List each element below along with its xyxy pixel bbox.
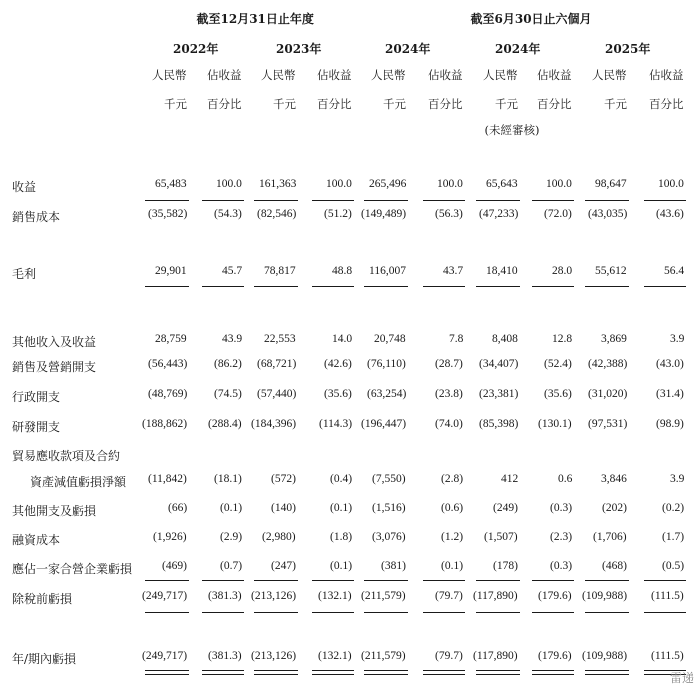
table-cell: (0.1): [330, 502, 353, 514]
table-cell: (179.6): [538, 650, 572, 662]
total-rule: [532, 580, 574, 581]
period-header: 截至12月31日止年度: [196, 12, 314, 26]
table-cell: 28,759: [155, 333, 187, 345]
year-header: 2023年: [276, 42, 322, 56]
row-label: 銷售成本: [12, 210, 61, 224]
table-cell: (1.7): [662, 531, 685, 543]
table-cell: (2.9): [220, 531, 243, 543]
table-cell: (57,440): [257, 388, 297, 400]
table-cell: (48,769): [148, 388, 188, 400]
table-cell: (130.1): [538, 418, 572, 430]
table-cell: 7.8: [449, 333, 464, 345]
table-cell: (288.4): [208, 418, 242, 430]
percentage-label: 百分比: [537, 97, 572, 111]
table-cell: (213,126): [251, 650, 297, 662]
total-rule: [364, 580, 408, 581]
double-underline: [532, 670, 574, 675]
table-cell: (1,507): [484, 531, 518, 543]
table-cell: 100.0: [216, 178, 242, 190]
table-cell: (35.6): [324, 388, 352, 400]
table-cell: 3,869: [601, 333, 627, 345]
table-cell: 161,363: [259, 178, 297, 190]
gross-profit-rule: [145, 286, 189, 287]
table-cell: (66): [168, 502, 188, 514]
year-header: 2022年: [173, 42, 219, 56]
percentage-label: 百分比: [317, 97, 352, 111]
table-cell: (140): [271, 502, 296, 514]
total-rule: [476, 580, 520, 581]
table-cell: 3.9: [670, 333, 685, 345]
percent-of-revenue-label: 佔收益: [207, 68, 242, 82]
table-cell: (68,721): [257, 358, 297, 370]
unaudited-note: (未經審核): [484, 123, 540, 137]
gross-profit-rule: [423, 286, 465, 287]
table-cell: 65,643: [486, 178, 518, 190]
row-label: 資產減值虧損淨額: [30, 475, 127, 489]
table-cell: 20,748: [374, 333, 406, 345]
table-cell: 100.0: [326, 178, 352, 190]
table-cell: (0.3): [550, 560, 573, 572]
table-cell: 8,408: [492, 333, 518, 345]
table-cell: (211,579): [361, 590, 406, 602]
table-cell: 265,496: [369, 178, 407, 190]
table-cell: 43.9: [222, 333, 243, 345]
gross-profit-rule: [202, 286, 244, 287]
gross-profit-rule: [312, 286, 354, 287]
row-label: 銷售及營銷開支: [12, 360, 97, 374]
subtotal-rule: [254, 200, 298, 201]
table-cell: (42.6): [324, 358, 352, 370]
subtotal-rule: [145, 200, 189, 201]
double-underline: [145, 670, 189, 675]
table-cell: (42,388): [588, 358, 628, 370]
double-underline: [312, 670, 354, 675]
table-cell: 3,846: [601, 473, 627, 485]
row-label: 應佔一家合營企業虧損: [12, 562, 133, 576]
table-cell: (184,396): [251, 418, 297, 430]
percentage-label: 百分比: [207, 97, 242, 111]
table-cell: 100.0: [546, 178, 572, 190]
table-cell: (74.5): [214, 388, 242, 400]
table-cell: (0.7): [220, 560, 243, 572]
currency-label: 人民幣: [592, 68, 627, 82]
table-cell: 100.0: [437, 178, 463, 190]
table-cell: 78,817: [264, 265, 296, 277]
pretax-rule: [476, 612, 520, 613]
unit-label: 千元: [273, 97, 296, 111]
pretax-rule: [644, 612, 686, 613]
table-cell: (132.1): [318, 590, 352, 602]
percent-of-revenue-label: 佔收益: [649, 68, 684, 82]
subtotal-rule: [644, 200, 686, 201]
row-label: 貿易應收款項及合約: [12, 449, 121, 463]
table-cell: (0.6): [441, 502, 464, 514]
table-cell: 0.6: [558, 473, 573, 485]
double-underline: [476, 670, 520, 675]
subtotal-rule: [532, 200, 574, 201]
total-rule: [312, 580, 354, 581]
subtotal-rule: [585, 200, 629, 201]
table-cell: (114.3): [319, 418, 353, 430]
table-cell: (468): [602, 560, 627, 572]
table-cell: (111.5): [651, 650, 684, 662]
table-cell: (23,381): [479, 388, 519, 400]
row-label: 行政開支: [12, 390, 61, 404]
table-cell: 45.7: [222, 265, 243, 277]
table-cell: (34,407): [479, 358, 519, 370]
percent-of-revenue-label: 佔收益: [317, 68, 352, 82]
pretax-rule: [364, 612, 408, 613]
subtotal-rule: [476, 200, 520, 201]
table-cell: 43.7: [443, 265, 464, 277]
table-cell: (82,546): [257, 208, 297, 220]
table-cell: (247): [271, 560, 296, 572]
percent-of-revenue-label: 佔收益: [537, 68, 572, 82]
percent-of-revenue-label: 佔收益: [428, 68, 463, 82]
table-cell: (132.1): [318, 650, 352, 662]
table-cell: 14.0: [332, 333, 353, 345]
table-cell: (117,890): [473, 590, 518, 602]
table-cell: (43,035): [588, 208, 628, 220]
table-cell: (109,988): [582, 590, 628, 602]
table-cell: (196,447): [361, 418, 407, 430]
year-header: 2025年: [605, 42, 651, 56]
table-cell: (74.0): [435, 418, 463, 430]
table-cell: (1,516): [372, 502, 406, 514]
table-cell: (0.1): [330, 560, 353, 572]
table-cell: (149,489): [361, 208, 407, 220]
table-cell: 12.8: [552, 333, 573, 345]
currency-label: 人民幣: [261, 68, 296, 82]
total-rule: [644, 580, 686, 581]
row-label: 除稅前虧損: [12, 592, 73, 606]
table-cell: (35.6): [544, 388, 572, 400]
table-cell: (117,890): [473, 650, 518, 662]
table-cell: (211,579): [361, 650, 406, 662]
double-underline: [423, 670, 465, 675]
double-underline: [254, 670, 298, 675]
table-cell: (35,582): [148, 208, 188, 220]
gross-profit-rule: [532, 286, 574, 287]
table-cell: 412: [501, 473, 519, 485]
table-cell: (249,717): [142, 650, 188, 662]
currency-label: 人民幣: [152, 68, 187, 82]
table-cell: (178): [493, 560, 518, 572]
total-rule: [423, 580, 465, 581]
pretax-rule: [254, 612, 298, 613]
table-cell: (98.9): [656, 418, 684, 430]
double-underline: [585, 670, 629, 675]
unit-label: 千元: [604, 97, 627, 111]
table-cell: (18.1): [214, 473, 242, 485]
table-cell: (381.3): [208, 650, 242, 662]
gross-profit-rule: [364, 286, 408, 287]
table-cell: (76,110): [367, 358, 406, 370]
total-rule: [254, 580, 298, 581]
table-cell: (0.1): [441, 560, 464, 572]
table-cell: (85,398): [479, 418, 519, 430]
row-label: 毛利: [12, 267, 37, 281]
table-cell: 48.8: [332, 265, 353, 277]
pretax-rule: [423, 612, 465, 613]
table-cell: (179.6): [538, 590, 572, 602]
table-cell: (0.3): [550, 502, 573, 514]
table-cell: (469): [162, 560, 187, 572]
table-cell: (0.2): [662, 502, 685, 514]
table-cell: (7,550): [372, 473, 406, 485]
table-cell: 116,007: [369, 265, 406, 277]
total-rule: [145, 580, 189, 581]
table-cell: (97,531): [588, 418, 628, 430]
row-label: 融資成本: [12, 533, 61, 547]
table-cell: (54.3): [214, 208, 242, 220]
gross-profit-rule: [476, 286, 520, 287]
gross-profit-rule: [644, 286, 686, 287]
table-cell: 56.4: [664, 265, 685, 277]
row-label: 其他開支及虧損: [12, 504, 97, 518]
unit-label: 千元: [495, 97, 518, 111]
table-cell: (31.4): [656, 388, 684, 400]
table-cell: 28.0: [552, 265, 573, 277]
pretax-rule: [202, 612, 244, 613]
table-cell: (1,926): [153, 531, 187, 543]
table-cell: (56,443): [148, 358, 188, 370]
table-cell: 22,553: [264, 333, 296, 345]
table-cell: (381.3): [208, 590, 242, 602]
double-underline: [202, 670, 244, 675]
year-header: 2024年: [495, 42, 541, 56]
currency-label: 人民幣: [371, 68, 406, 82]
table-cell: 100.0: [658, 178, 684, 190]
table-cell: 29,901: [155, 265, 187, 277]
table-cell: (47,233): [479, 208, 519, 220]
total-rule: [202, 580, 244, 581]
subtotal-rule: [202, 200, 244, 201]
table-cell: 3.9: [670, 473, 685, 485]
table-cell: (111.5): [651, 590, 684, 602]
table-cell: 65,483: [155, 178, 187, 190]
gross-profit-rule: [254, 286, 298, 287]
table-cell: (0.4): [330, 473, 353, 485]
watermark-logo: 雷递: [669, 671, 694, 685]
table-cell: (86.2): [214, 358, 242, 370]
table-cell: (188,862): [142, 418, 188, 430]
table-cell: (249): [493, 502, 518, 514]
table-cell: (572): [271, 473, 296, 485]
table-cell: (11,842): [148, 473, 187, 485]
table-cell: (213,126): [251, 590, 297, 602]
table-cell: (31,020): [588, 388, 628, 400]
table-cell: (63,254): [367, 388, 407, 400]
row-label: 收益: [12, 180, 37, 194]
table-cell: (202): [602, 502, 627, 514]
table-cell: 98,647: [595, 178, 627, 190]
pretax-rule: [312, 612, 354, 613]
table-cell: 55,612: [595, 265, 627, 277]
table-cell: (3,076): [372, 531, 406, 543]
percentage-label: 百分比: [649, 97, 684, 111]
table-cell: (1,706): [593, 531, 627, 543]
table-cell: (79.7): [435, 590, 463, 602]
gross-profit-rule: [585, 286, 629, 287]
row-label: 其他收入及收益: [12, 335, 97, 349]
pretax-rule: [585, 612, 629, 613]
table-cell: (249,717): [142, 590, 188, 602]
subtotal-rule: [312, 200, 354, 201]
unit-label: 千元: [164, 97, 187, 111]
table-cell: (79.7): [435, 650, 463, 662]
year-header: 2024年: [385, 42, 431, 56]
table-cell: (23.8): [435, 388, 463, 400]
table-cell: (56.3): [435, 208, 463, 220]
unit-label: 千元: [383, 97, 406, 111]
subtotal-rule: [364, 200, 408, 201]
pretax-rule: [145, 612, 189, 613]
total-rule: [585, 580, 629, 581]
table-cell: (1.8): [330, 531, 353, 543]
table-cell: (2.8): [441, 473, 464, 485]
table-cell: (0.1): [220, 502, 243, 514]
table-cell: (1.2): [441, 531, 464, 543]
table-cell: (2.3): [550, 531, 573, 543]
table-cell: (43.6): [656, 208, 684, 220]
table-cell: (0.5): [662, 560, 685, 572]
row-label: 研發開支: [12, 420, 61, 434]
table-cell: (51.2): [324, 208, 352, 220]
table-cell: (2,980): [262, 531, 296, 543]
table-cell: (52.4): [544, 358, 572, 370]
pretax-rule: [532, 612, 574, 613]
table-cell: (381): [381, 560, 406, 572]
table-cell: 18,410: [486, 265, 518, 277]
subtotal-rule: [423, 200, 465, 201]
double-underline: [364, 670, 408, 675]
row-label: 年/期內虧損: [12, 652, 77, 666]
period-header: 截至6月30日止六個月: [470, 12, 592, 26]
table-cell: (28.7): [435, 358, 463, 370]
percentage-label: 百分比: [428, 97, 463, 111]
currency-label: 人民幣: [483, 68, 518, 82]
table-cell: (72.0): [544, 208, 572, 220]
table-cell: (109,988): [582, 650, 628, 662]
table-cell: (43.0): [656, 358, 684, 370]
